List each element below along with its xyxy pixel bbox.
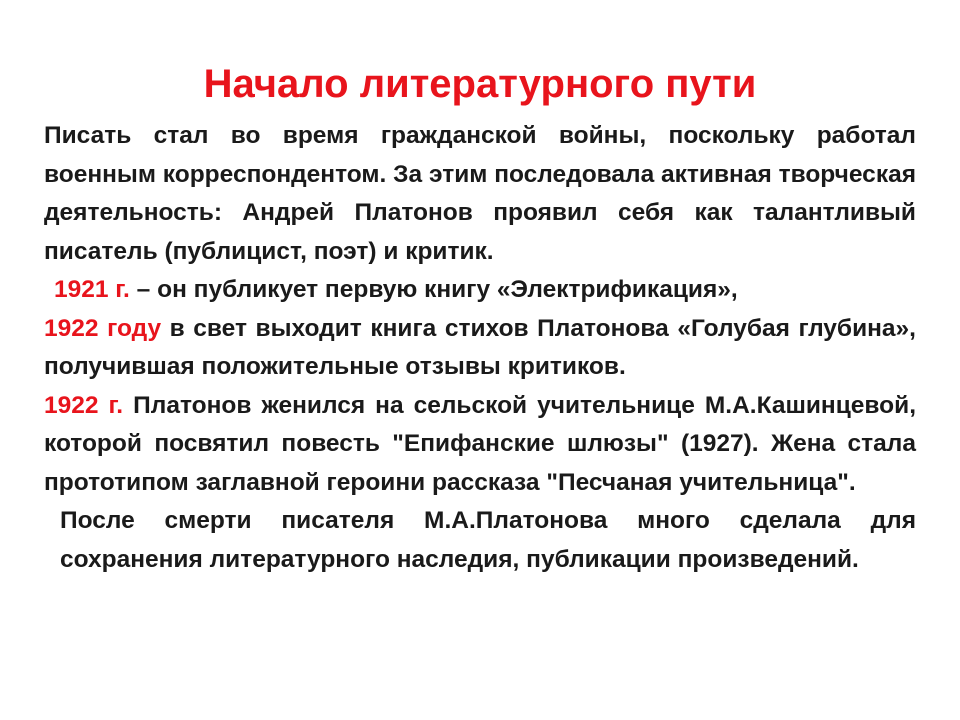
date-1922-marriage: 1922 г. (44, 391, 124, 419)
slide-title: Начало литературного пути (203, 62, 757, 106)
paragraph-intro: Писать стал во время гражданской войны, поскольку работал военным корреспондентом. За этим последовала активная творческая деятельность: Андрей Платонов проявил себя как талантливый писатель (публицист, поэт) и критик. (44, 122, 916, 265)
date-1921: 1921 г. (54, 276, 130, 303)
paragraph-1922-book-text: в свет выходит книга стихов Платонова «Голубая глубина», получившая положительные отзывы критиков. (44, 314, 916, 380)
paragraph-1921 (44, 271, 916, 310)
paragraph-legacy: После смерти писателя М.А.Платонова много сделала для сохранения литературного наследия, публикации произведений. (60, 507, 916, 573)
paragraph-1922-marriage (44, 387, 916, 503)
date-1922-book: 1922 году (44, 314, 162, 342)
paragraph-1922-book (44, 310, 916, 387)
paragraph-1922-marriage-text: Платонов женился на сельской учительнице М.А.Кашинцевой, которой посвятил повесть "Епифанские шлюзы" (1927). Жена стала прототипом заглавной героини рассказа "Песчаная учительница". (44, 391, 916, 496)
slide-body (44, 117, 916, 579)
paragraph-1921-text: – он публикует первую книгу «Электрификация», (129, 276, 738, 303)
